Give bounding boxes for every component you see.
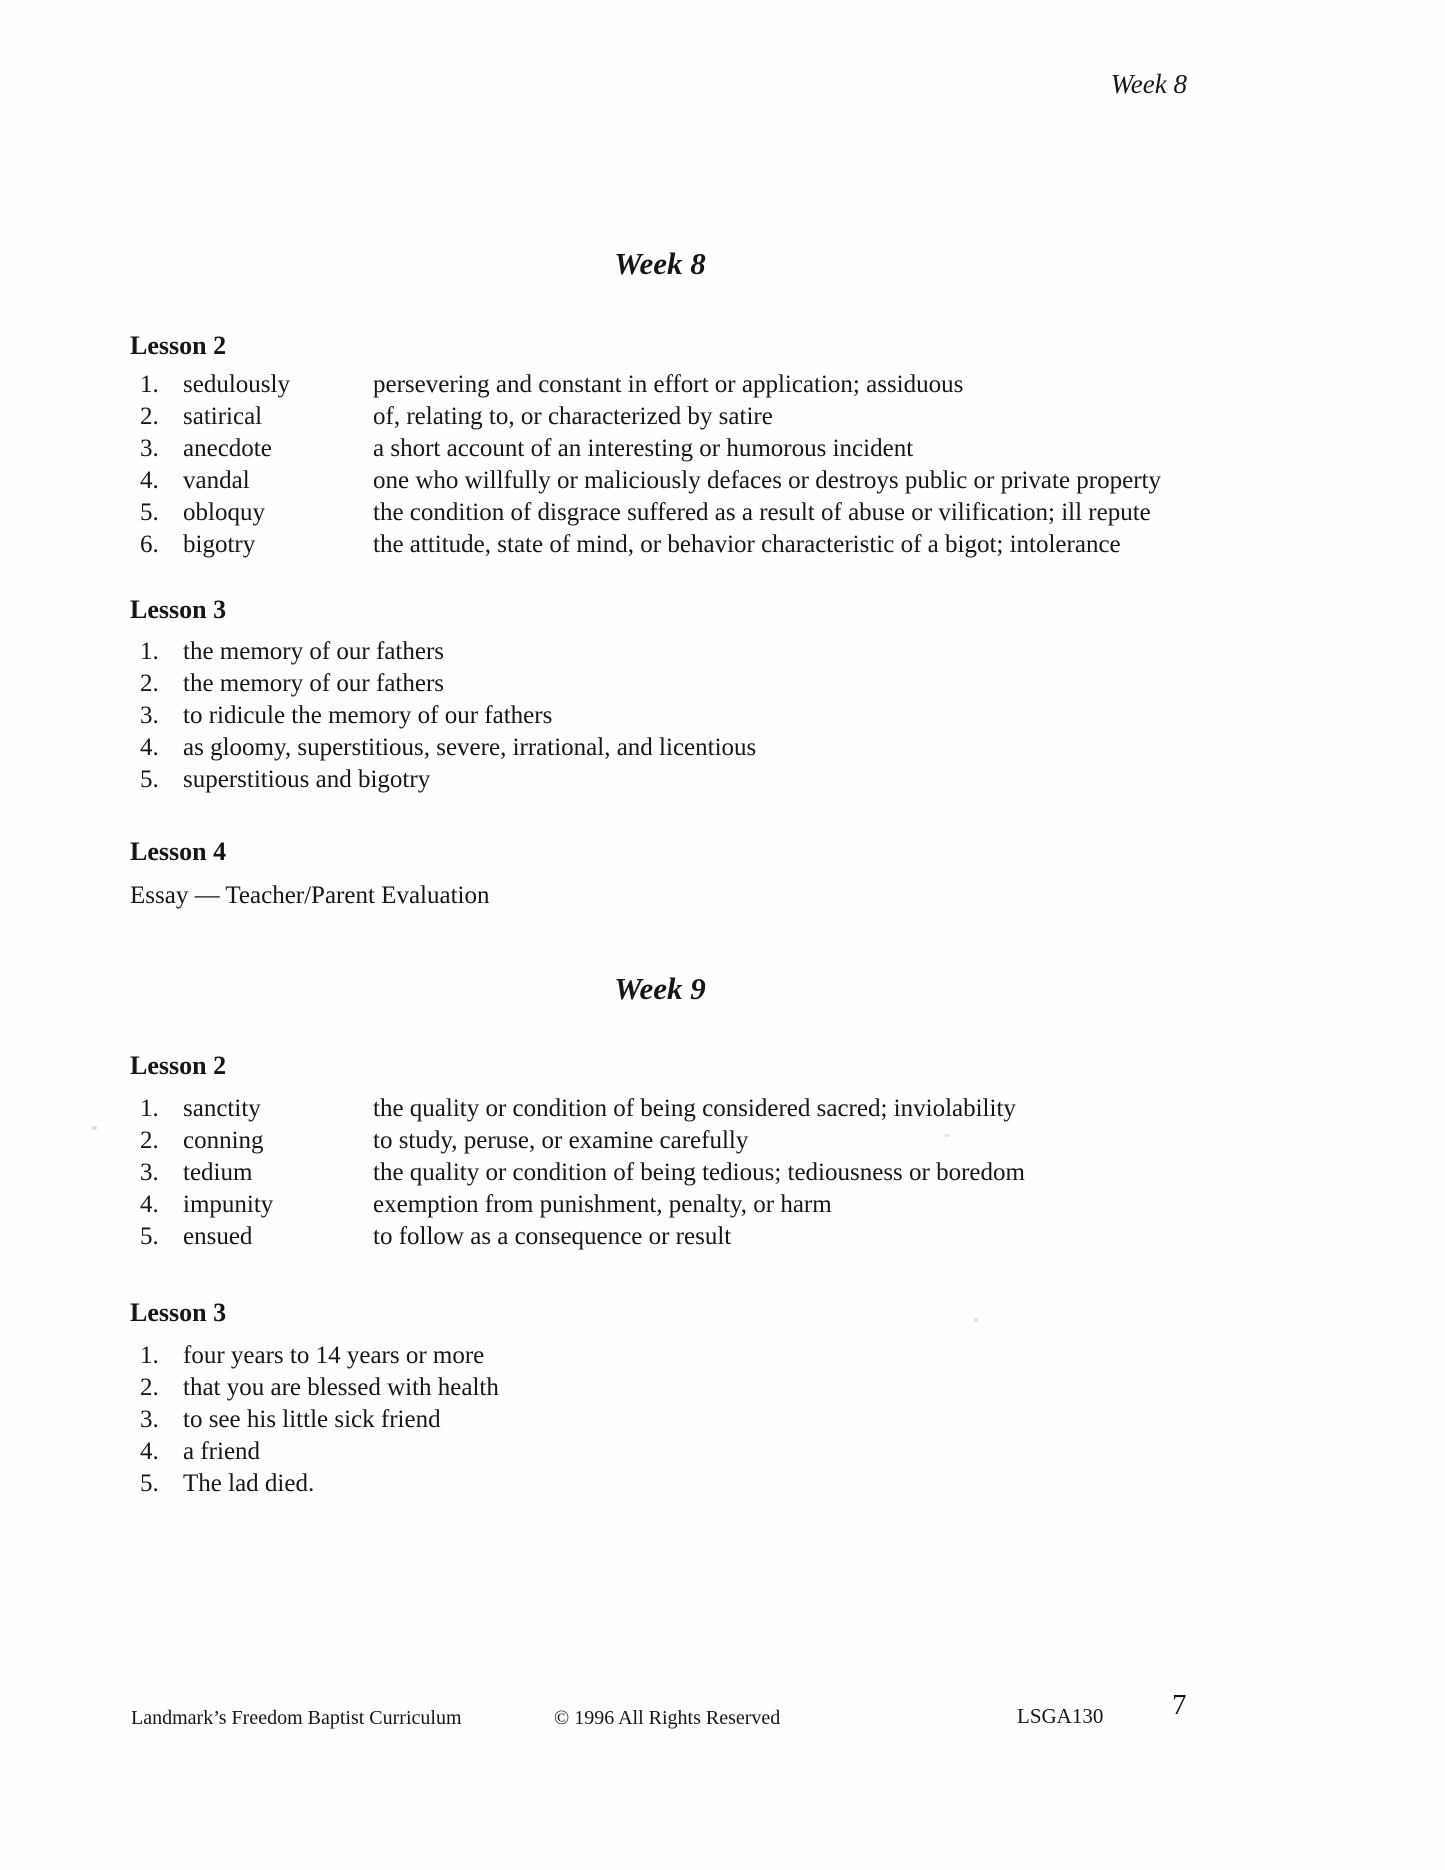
vocabulary-term: conning xyxy=(183,1127,264,1155)
answer-row xyxy=(140,1340,1320,1372)
item-number: 4. xyxy=(140,733,159,761)
item-number: 2. xyxy=(140,1127,159,1155)
answer-row xyxy=(140,1468,1320,1500)
answer-row xyxy=(140,1404,1320,1436)
answer-text: The lad died. xyxy=(183,1470,315,1498)
definition-row xyxy=(140,433,1320,465)
answer-text: to see his little sick friend xyxy=(183,1406,441,1434)
vocabulary-term: impunity xyxy=(183,1191,274,1219)
vocabulary-term: tedium xyxy=(183,1159,253,1187)
essay-line: Essay — Teacher/Parent Evaluation xyxy=(130,881,490,909)
term-definition: of, relating to, or characterized by satire xyxy=(373,403,773,431)
answer-row xyxy=(140,636,1320,668)
item-number: 5. xyxy=(140,1470,159,1498)
vocabulary-term: anecdote xyxy=(183,435,272,463)
term-definition: exemption from punishment, penalty, or harm xyxy=(373,1191,832,1219)
term-definition: a short account of an interesting or humorous incident xyxy=(373,435,914,463)
answer-text: that you are blessed with health xyxy=(183,1374,499,1402)
definitions-list xyxy=(140,1093,1320,1253)
term-definition: the attitude, state of mind, or behavior characteristic of a bigot; intolerance xyxy=(373,531,1121,559)
item-number: 1. xyxy=(140,637,159,665)
item-number: 1. xyxy=(140,371,159,399)
lesson-heading: Lesson 2 xyxy=(130,1050,227,1080)
definitions-list xyxy=(140,369,1320,561)
term-definition: the condition of disgrace suffered as a result of abuse or vilification; ill repute xyxy=(373,499,1151,527)
answer-text: superstitious and bigotry xyxy=(183,765,431,793)
term-definition: to follow as a consequence or result xyxy=(373,1223,732,1251)
item-number: 4. xyxy=(140,467,159,495)
scan-speck xyxy=(944,1134,950,1137)
answer-text: the memory of our fathers xyxy=(183,637,445,665)
vocabulary-term: sanctity xyxy=(183,1095,261,1123)
item-number: 3. xyxy=(140,435,159,463)
term-definition: to study, peruse, or examine carefully xyxy=(373,1127,749,1155)
answer-row xyxy=(140,764,1320,796)
lesson-heading: Lesson 3 xyxy=(130,595,227,625)
answer-text: four years to 14 years or more xyxy=(183,1342,485,1370)
scan-speck xyxy=(974,1318,978,1322)
item-number: 2. xyxy=(140,403,159,431)
item-number: 2. xyxy=(140,669,159,697)
footer-page-number: 7 xyxy=(1172,1689,1187,1721)
definition-row xyxy=(140,1157,1320,1189)
answer-row xyxy=(140,668,1320,700)
definition-row xyxy=(140,1221,1320,1253)
item-number: 3. xyxy=(140,701,159,729)
lesson-heading: Lesson 4 xyxy=(130,836,227,866)
definition-row xyxy=(140,1093,1320,1125)
lesson-heading: Lesson 3 xyxy=(130,1298,227,1328)
answer-row xyxy=(140,732,1320,764)
answer-text: the memory of our fathers xyxy=(183,669,445,697)
vocabulary-term: satirical xyxy=(183,403,263,431)
item-number: 6. xyxy=(140,531,159,559)
vocabulary-term: vandal xyxy=(183,467,250,495)
vocabulary-term: ensued xyxy=(183,1223,253,1251)
term-definition: the quality or condition of being tedious; tediousness or boredom xyxy=(373,1159,1025,1187)
footer-copyright: © 1996 All Rights Reserved xyxy=(554,1707,781,1729)
footer-catalog-code: LSGA130 xyxy=(1017,1704,1104,1728)
item-number: 5. xyxy=(140,1223,159,1251)
header-week-label: Week 8 xyxy=(1110,69,1187,99)
answers-list xyxy=(140,636,1320,796)
term-definition: one who willfully or maliciously defaces or destroys public or private property xyxy=(373,467,1161,495)
week-title: Week 9 xyxy=(614,970,706,1006)
scan-speck xyxy=(92,1126,97,1130)
definition-row xyxy=(140,497,1320,529)
term-definition: persevering and constant in effort or application; assiduous xyxy=(373,371,964,399)
footer-curriculum-name: Landmark’s Freedom Baptist Curriculum xyxy=(131,1707,462,1729)
item-number: 3. xyxy=(140,1159,159,1187)
answer-text: to ridicule the memory of our fathers xyxy=(183,701,553,729)
item-number: 3. xyxy=(140,1406,159,1434)
vocabulary-term: obloquy xyxy=(183,499,265,527)
definition-row xyxy=(140,465,1320,497)
definition-row xyxy=(140,1189,1320,1221)
item-number: 5. xyxy=(140,499,159,527)
definition-row xyxy=(140,369,1320,401)
item-number: 4. xyxy=(140,1191,159,1219)
lesson-heading: Lesson 2 xyxy=(130,331,227,361)
answer-text: as gloomy, superstitious, severe, irrational, and licentious xyxy=(183,733,757,761)
term-definition: the quality or condition of being considered sacred; inviolability xyxy=(373,1095,1016,1123)
vocabulary-term: sedulously xyxy=(183,371,290,399)
answer-row xyxy=(140,1436,1320,1468)
answer-row xyxy=(140,1372,1320,1404)
definition-row xyxy=(140,1125,1320,1157)
definition-row xyxy=(140,529,1320,561)
item-number: 4. xyxy=(140,1438,159,1466)
item-number: 2. xyxy=(140,1374,159,1402)
week-title: Week 8 xyxy=(614,246,706,281)
item-number: 5. xyxy=(140,765,159,793)
vocabulary-term: bigotry xyxy=(183,531,256,559)
item-number: 1. xyxy=(140,1342,159,1370)
item-number: 1. xyxy=(140,1095,159,1123)
answer-row xyxy=(140,700,1320,732)
answers-list xyxy=(140,1340,1320,1500)
answer-text: a friend xyxy=(183,1438,261,1466)
definition-row xyxy=(140,401,1320,433)
